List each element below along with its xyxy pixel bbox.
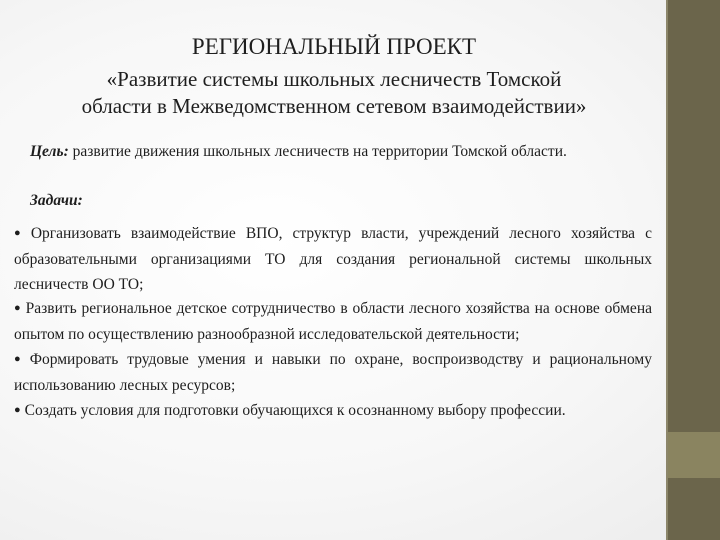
bullet-icon: ● (14, 302, 22, 315)
bullet-icon: ● (14, 227, 27, 239)
task-text: Развить региональное детское сотрудничество в области лесного хозяйства на основе обмена опытом по осуществлению разнообразной исследовательской деятельности; (14, 300, 652, 344)
task-text: Организовать взаимодействие ВПО, структур власти, учреждений лесного хозяйства с образовательными организациями ТО для создания региональной системы школьных лесничеств ОО ТО; (14, 225, 652, 293)
task-text: Создать условия для подготовки обучающихся к осознанному выбору профессии. (24, 401, 566, 419)
task-item (14, 348, 652, 399)
bullet-icon: ● (14, 403, 21, 416)
task-item (14, 222, 652, 297)
goal-paragraph (30, 142, 670, 162)
goal-label: Цель: (30, 143, 69, 160)
task-text: Формировать трудовые умения и навыки по охране, воспроизводству и рациональному использованию лесных ресурсов; (14, 350, 652, 394)
bullet-icon: ● (14, 352, 26, 365)
slide-title: РЕГИОНАЛЬНЫЙ ПРОЕКТ (191, 34, 477, 59)
slide-subtitle (0, 66, 668, 120)
subtitle-line-2: области в Межведомственном сетевом взаимодействии» (81, 94, 587, 118)
goal-text: развитие движения школьных лесничеств на территории Томской области. (72, 143, 567, 160)
tasks-list (14, 222, 652, 424)
tasks-heading: Задачи: (30, 192, 83, 209)
task-item (14, 399, 652, 425)
subtitle-line-1: «Развитие системы школьных лесничеств Томской (106, 67, 562, 91)
decorative-sidebar-accent (668, 432, 720, 478)
task-item (14, 297, 652, 348)
